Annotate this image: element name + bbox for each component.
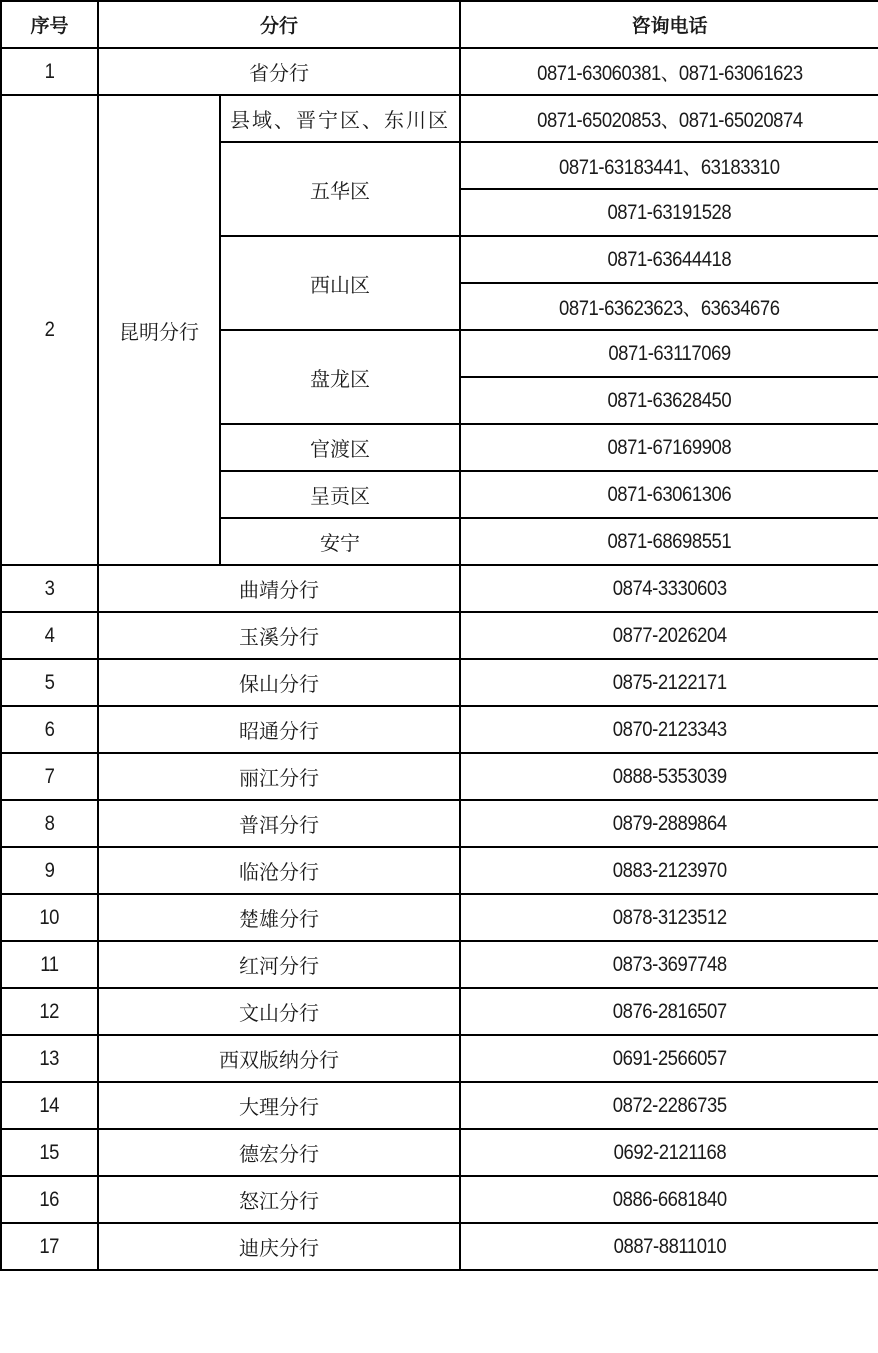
sub-phone: 0871-65020853、0871-65020874	[460, 95, 878, 142]
table-row	[1, 1035, 878, 1082]
table-row	[1, 800, 878, 847]
sub-district: 五华区	[220, 142, 460, 236]
row-no: 13	[1, 1035, 98, 1082]
table-row	[1, 894, 878, 941]
sub-phone: 0871-63191528	[460, 189, 878, 236]
row-no: 1	[1, 48, 98, 95]
table-row	[1, 941, 878, 988]
row-phone: 0872-2286735	[460, 1082, 878, 1129]
row-no: 6	[1, 706, 98, 753]
sub-phone: 0871-63183441、63183310	[460, 142, 878, 189]
sub-district: 安宁	[220, 518, 460, 565]
sub-phone: 0871-63628450	[460, 377, 878, 424]
row-no: 10	[1, 894, 98, 941]
table-row	[1, 1129, 878, 1176]
table-row	[1, 706, 878, 753]
row-phone: 0870-2123343	[460, 706, 878, 753]
row-no: 9	[1, 847, 98, 894]
table-row	[1, 48, 878, 95]
row-no: 4	[1, 612, 98, 659]
table-row	[1, 988, 878, 1035]
row-no: 12	[1, 988, 98, 1035]
row-phone: 0879-2889864	[460, 800, 878, 847]
table-row	[1, 565, 878, 612]
row-phone: 0888-5353039	[460, 753, 878, 800]
row-no: 15	[1, 1129, 98, 1176]
row-phone: 0883-2123970	[460, 847, 878, 894]
table-row	[1, 847, 878, 894]
sub-district: 官渡区	[220, 424, 460, 471]
table-row	[1, 659, 878, 706]
row-phone: 0887-8811010	[460, 1223, 878, 1270]
row-no: 5	[1, 659, 98, 706]
sub-district: 西山区	[220, 236, 460, 330]
row-branch: 大理分行	[98, 1082, 460, 1129]
table-row	[1, 1082, 878, 1129]
row-branch: 德宏分行	[98, 1129, 460, 1176]
table-row	[1, 753, 878, 800]
sub-phone: 0871-63623623、63634676	[460, 283, 878, 330]
sub-phone: 0871-63117069	[460, 330, 878, 377]
sub-phone: 0871-63644418	[460, 236, 878, 283]
row-no: 8	[1, 800, 98, 847]
row-branch: 临沧分行	[98, 847, 460, 894]
table-row	[1, 612, 878, 659]
row-branch: 玉溪分行	[98, 612, 460, 659]
table-row	[1, 1176, 878, 1223]
sub-phone: 0871-63061306	[460, 471, 878, 518]
header-branch: 分行	[98, 1, 460, 48]
header-phone: 咨询电话	[460, 1, 878, 48]
row-no: 11	[1, 941, 98, 988]
row-phone: 0691-2566057	[460, 1035, 878, 1082]
row-branch: 昆明分行	[98, 95, 220, 565]
row-phone: 0878-3123512	[460, 894, 878, 941]
row-branch: 迪庆分行	[98, 1223, 460, 1270]
row-branch: 保山分行	[98, 659, 460, 706]
row-phone: 0886-6681840	[460, 1176, 878, 1223]
row-no: 7	[1, 753, 98, 800]
table-row	[1, 1223, 878, 1270]
row-branch: 曲靖分行	[98, 565, 460, 612]
sub-phone: 0871-67169908	[460, 424, 878, 471]
sub-phone: 0871-68698551	[460, 518, 878, 565]
row-branch: 普洱分行	[98, 800, 460, 847]
row-no: 3	[1, 565, 98, 612]
row-branch: 省分行	[98, 48, 460, 95]
row-phone: 0692-2121168	[460, 1129, 878, 1176]
row-phone: 0877-2026204	[460, 612, 878, 659]
row-no: 2	[1, 95, 98, 565]
header-no: 序号	[1, 1, 98, 48]
sub-district: 盘龙区	[220, 330, 460, 424]
row-branch: 文山分行	[98, 988, 460, 1035]
sub-district: 县域、晋宁区、东川区	[220, 95, 460, 142]
row-branch: 昭通分行	[98, 706, 460, 753]
row-branch: 西双版纳分行	[98, 1035, 460, 1082]
row-phone: 0874-3330603	[460, 565, 878, 612]
table-row-kunming	[1, 95, 878, 142]
row-branch: 怒江分行	[98, 1176, 460, 1223]
row-no: 17	[1, 1223, 98, 1270]
sub-district: 呈贡区	[220, 471, 460, 518]
row-branch: 楚雄分行	[98, 894, 460, 941]
row-no: 16	[1, 1176, 98, 1223]
row-no: 14	[1, 1082, 98, 1129]
row-branch: 丽江分行	[98, 753, 460, 800]
row-phone: 0875-2122171	[460, 659, 878, 706]
row-phone: 0873-3697748	[460, 941, 878, 988]
header-row	[1, 1, 878, 48]
row-phone: 0876-2816507	[460, 988, 878, 1035]
row-branch: 红河分行	[98, 941, 460, 988]
row-phone: 0871-63060381、0871-63061623	[460, 48, 878, 95]
